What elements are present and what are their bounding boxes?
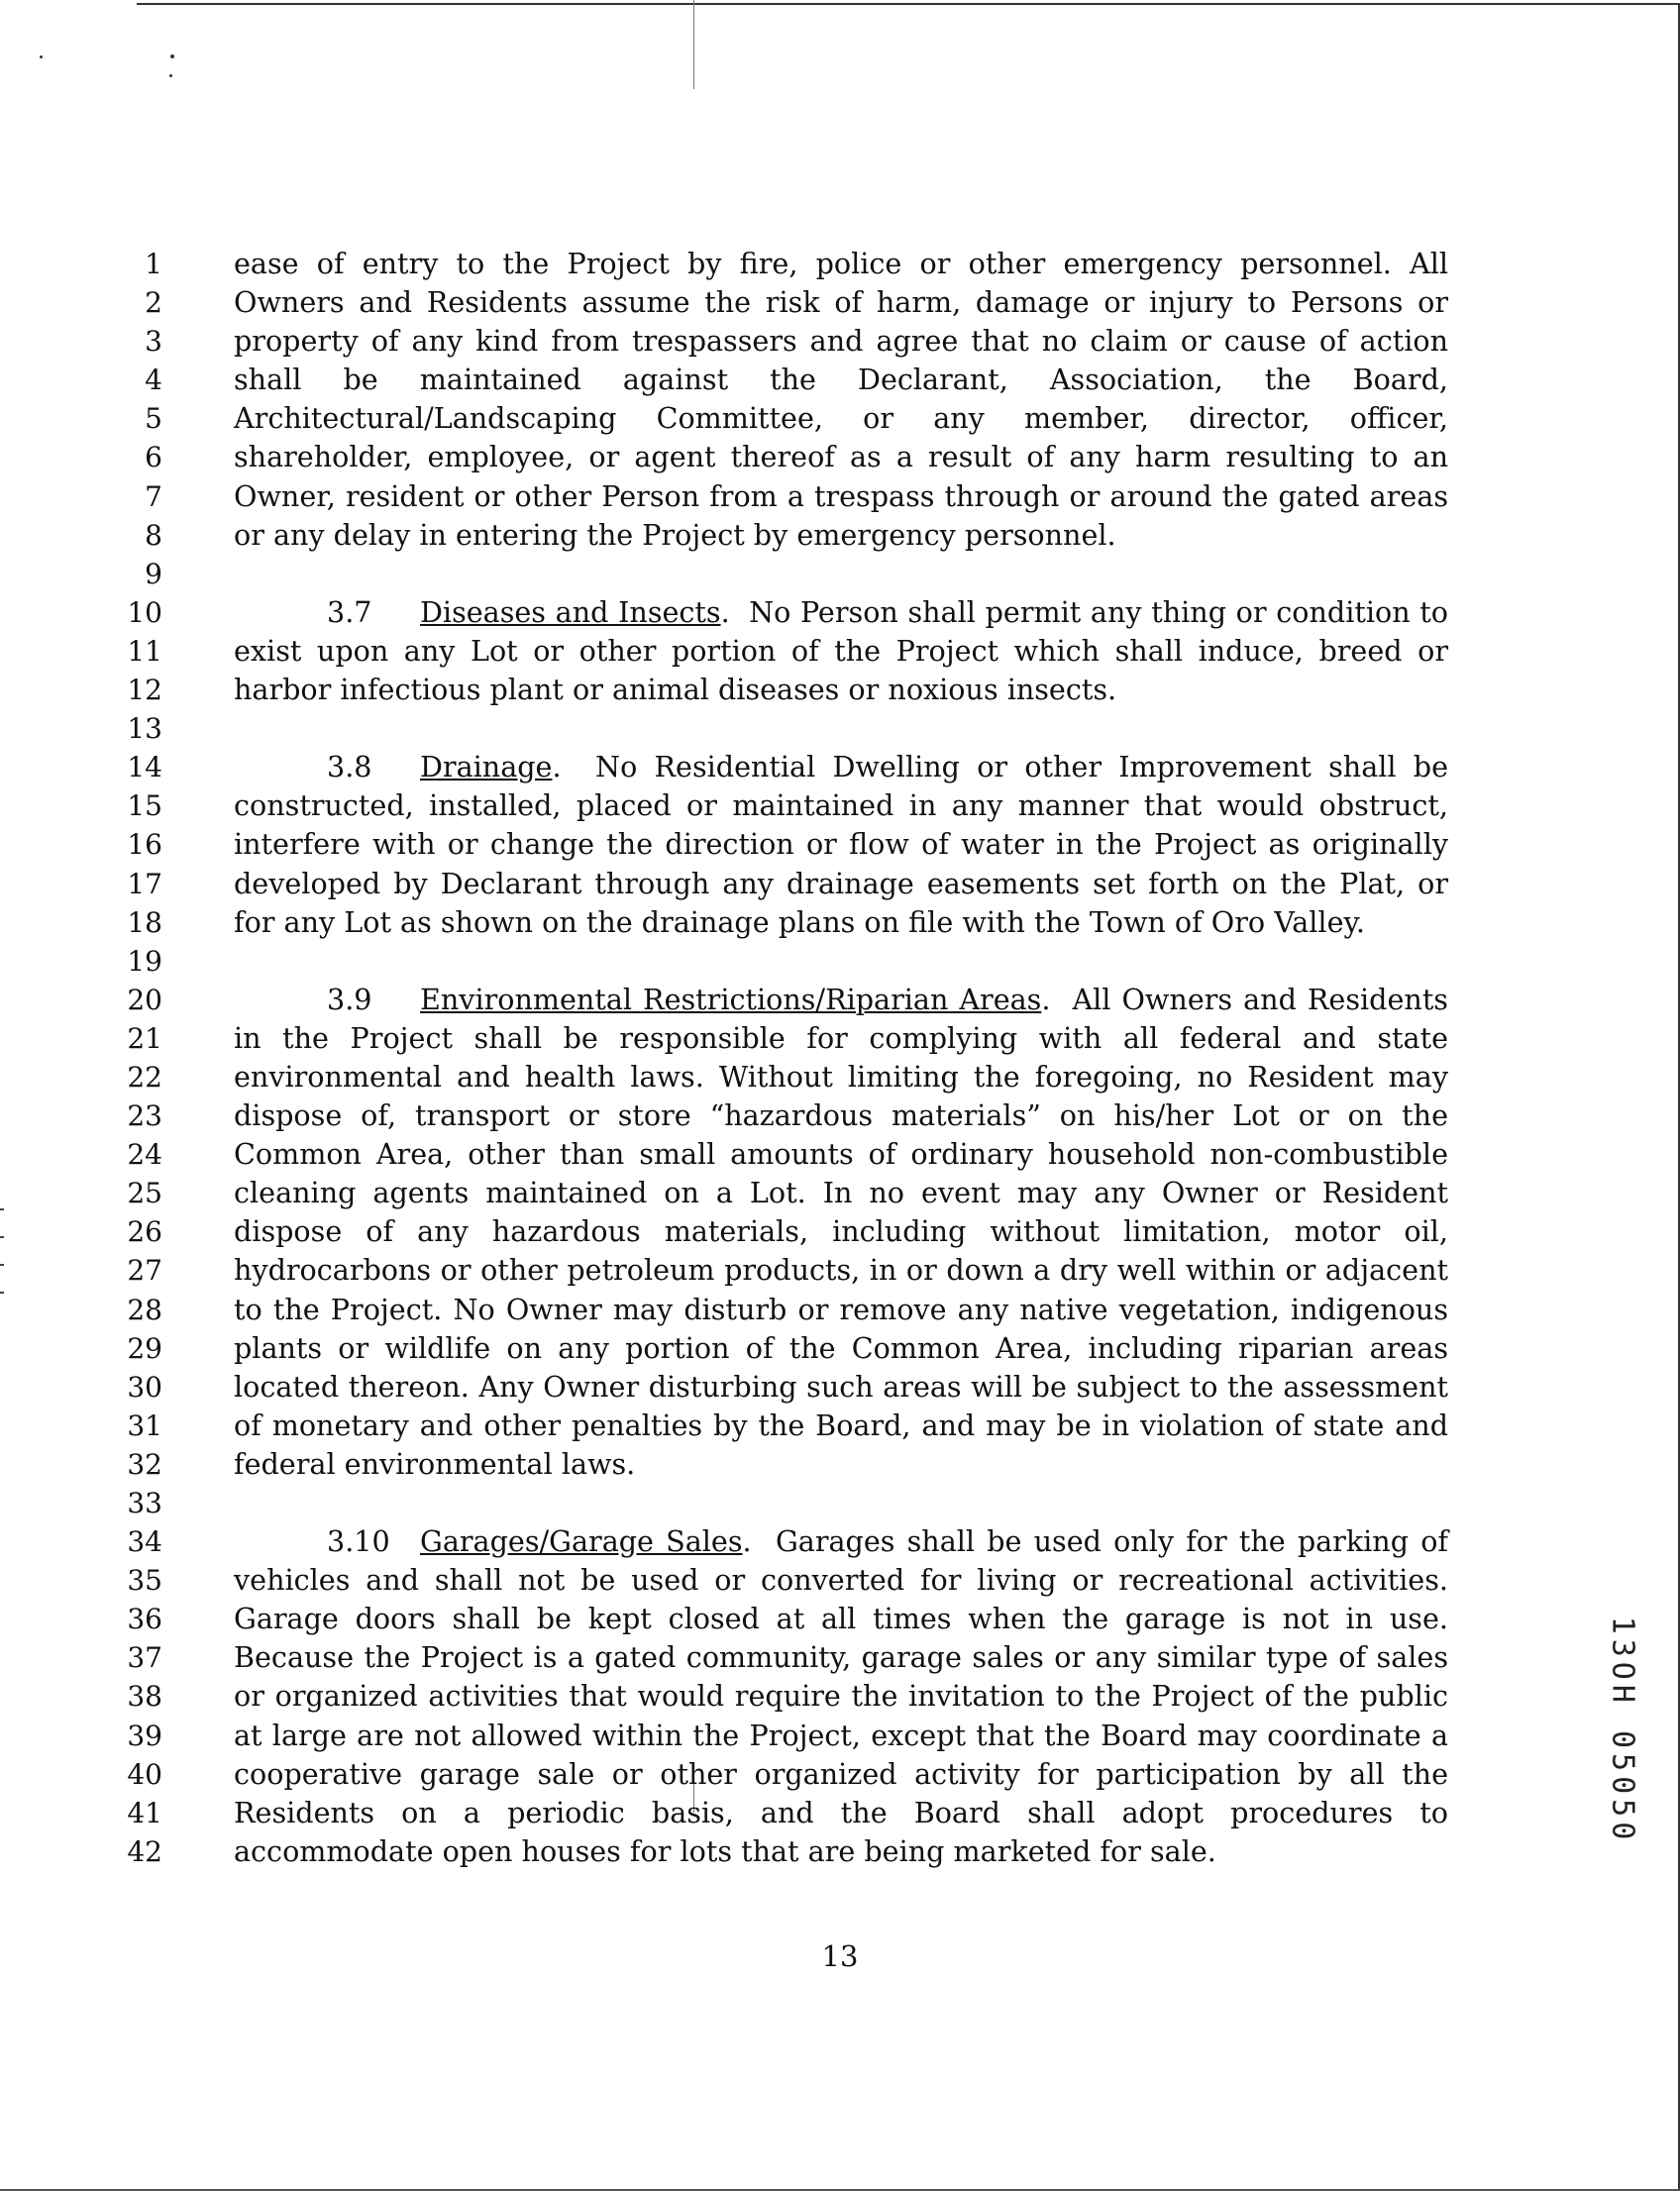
section-heading: Garages/Garage Sales (420, 1524, 743, 1559)
line-number: 32 (127, 1447, 162, 1481)
section-heading: Environmental Restrictions/Riparian Areas (420, 982, 1042, 1016)
line-number: 1 (145, 248, 162, 280)
line-number: 3 (145, 325, 162, 359)
line-number: 23 (127, 1099, 162, 1133)
intro-paragraph (234, 245, 1448, 555)
line-number: 27 (127, 1254, 162, 1288)
line-number: 8 (145, 518, 162, 552)
line-number: 15 (127, 789, 162, 823)
line-number: 7 (145, 479, 162, 513)
scan-speck (170, 54, 174, 58)
page-number: 13 (821, 1939, 859, 1973)
intro-text: ease of entry to the Project by fire, police or other emergency personnel. All Owners and Residents assume the risk of harm, damage or injury to Persons or property of any kind from trespassers and agree that no claim or cause of action shall be maintained against the Declarant, Association, the Board, Architectural/Landscaping Committee, or any member, director, officer, shareholder, employee, or agent thereof as a result of any harm resulting to an Owner, resident or other Person from a trespass through or around the gated areas or any delay in entering the Project by emergency personnel. (234, 247, 1448, 552)
line-number: 2 (145, 286, 162, 320)
line-number: 33 (127, 1487, 162, 1519)
section-heading: Diseases and Insects (420, 594, 721, 629)
line-number: 11 (127, 634, 162, 668)
line-number: 18 (127, 905, 162, 939)
line-number: 4 (145, 364, 162, 397)
line-number: 10 (127, 595, 162, 629)
scan-edge-mark (0, 1292, 4, 1294)
recording-stamp-text: 13OH 05050 (1605, 1616, 1640, 1845)
section-3-10: 3.10 Garages/Garage Sales. Garages shall be used only for the parking of vehicles and shall not be used or converted for living or recreational activities. Garage doors shall be kept closed at all times when the garage is not in use. Because the Project is a gated community, garage sales or any similar type of sales or organized activities that would require the invitation to the Project of the public at large are not allowed within the Project, except that the Board may coordinate a cooperative garage sale or other organized activity for participation by all the Residents on a periodic basis, and the Board shall adopt procedures to accommodate open houses for lots that are being marketed for sale. (234, 1524, 1448, 1868)
section-heading: Drainage (420, 750, 553, 784)
line-number: 28 (127, 1293, 162, 1326)
line-number: 19 (127, 944, 162, 978)
section-number: 3.9 (327, 982, 372, 1016)
line-number: 34 (127, 1525, 162, 1559)
scan-speck (169, 74, 172, 77)
line-number: 37 (127, 1641, 162, 1675)
line-number: 5 (145, 402, 162, 436)
scan-speck (40, 55, 43, 58)
line-number: 14 (127, 751, 162, 784)
page-border-top (137, 3, 1678, 5)
line-number: 39 (127, 1719, 162, 1752)
line-number: 35 (127, 1564, 162, 1598)
section-number: 3.8 (327, 750, 372, 784)
scan-edge-mark (0, 1264, 4, 1266)
line-number: 29 (127, 1331, 162, 1365)
line-number: 21 (127, 1021, 162, 1055)
line-number: 12 (127, 674, 162, 707)
section-body: All Owners and Residents in the Project shall be responsible for complying with all federal and state environmental and health laws. Without limiting the foregoing, no Resident may dispose of, transport or store “hazardous materials” on his/her Lot or on the Common Area, other than small amounts of ordinary household non-combustible cleaning agents maintained on a Lot. In no event may any Owner or Resident dispose of any hazardous materials, including without limitation, motor oil, hydrocarbons or other petroleum products, in or down a dry well within or adjacent to the Project. No Owner may disturb or remove any native vegetation, indigenous plants or wildlife on any portion of the Common Area, including riparian areas located thereon. Any Owner disturbing such areas will be subject to the assessment of monetary and other penalties by the Board, and may be in violation of state and federal environmental laws. (234, 982, 1448, 1481)
line-number: 38 (127, 1680, 162, 1714)
line-number: 9 (145, 557, 162, 590)
section-3-7: 3.7 Diseases and Insects. No Person shall permit any thing or condition to exist upon any Lot or other portion of the Project which shall induce, breed or harbor infectious plant or animal diseases or noxious insects. (234, 594, 1448, 707)
section-body: No Person shall permit any thing or condition to exist upon any Lot or other portion of the Project which shall induce, breed or harbor infectious plant or animal diseases or noxious insects. (234, 594, 1448, 707)
line-number: 36 (127, 1603, 162, 1636)
line-number: 42 (127, 1834, 162, 1868)
line-number: 24 (127, 1138, 162, 1172)
line-number: 20 (127, 983, 162, 1016)
section-3-8: 3.8 Drainage. No Residential Dwelling or other Improvement shall be constructed, installed, placed or maintained in any manner that would obstruct, interfere with or change the direction or flow of water in the Project as originally developed by Declarant through any drainage easements set forth on the Plat, or for any Lot as shown on the drainage plans on file with the Town of Oro Valley. (234, 750, 1448, 939)
document-body (234, 245, 1448, 1910)
section-number: 3.10 (327, 1524, 390, 1559)
section-body: No Residential Dwelling or other Improvement shall be constructed, installed, placed or maintained in any manner that would obstruct, interfere with or change the direction or flow of water in the Project as originally developed by Declarant through any drainage easements set forth on the Plat, or for any Lot as shown on the drainage plans on file with the Town of Oro Valley. (234, 750, 1448, 939)
line-number: 25 (127, 1177, 162, 1210)
line-number: 22 (127, 1060, 162, 1094)
line-number: 13 (127, 712, 162, 746)
line-number: 16 (127, 828, 162, 862)
line-number: 17 (127, 867, 162, 900)
scan-edge-mark (0, 1208, 4, 1210)
section-3-9: 3.9 Environmental Restrictions/Riparian Areas. All Owners and Residents in the Project shall be responsible for complying with all federal and state environmental and health laws. Without limiting the foregoing, no Resident may dispose of, transport or store “hazardous materials” on his/her Lot or on the Common Area, other than small amounts of ordinary household non-combustible cleaning agents maintained on a Lot. In no event may any Owner or Resident dispose of any hazardous materials, including without limitation, motor oil, hydrocarbons or other petroleum products, in or down a dry well within or adjacent to the Project. No Owner may disturb or remove any native vegetation, indigenous plants or wildlife on any portion of the Common Area, including riparian areas located thereon. Any Owner disturbing such areas will be subject to the assessment of monetary and other penalties by the Board, and may be in violation of state and federal environmental laws. (234, 982, 1448, 1481)
scan-edge-mark (0, 1236, 4, 1238)
recording-stamp (1607, 1597, 1638, 1864)
line-number: 30 (127, 1370, 162, 1404)
scan-artifact-line (693, 0, 694, 89)
section-number: 3.7 (327, 594, 372, 629)
line-number: 26 (127, 1215, 162, 1249)
line-number: 31 (127, 1408, 162, 1442)
section-body: Garages shall be used only for the parking of vehicles and shall not be used or converted for living or recreational activities. Garage doors shall be kept closed at all times when the garage is not in use. Because the Project is a gated community, garage sales or any similar type of sales or organized activities that would require the invitation to the Project of the public at large are not allowed within the Project, except that the Board may coordinate a cooperative garage sale or other organized activity for participation by all the Residents on a periodic basis, and the Board shall adopt procedures to accommodate open houses for lots that are being marketed for sale. (234, 1524, 1448, 1868)
line-number-column (119, 245, 162, 1871)
line-number: 6 (145, 441, 162, 474)
line-number: 41 (127, 1796, 162, 1829)
line-number: 40 (127, 1757, 162, 1791)
